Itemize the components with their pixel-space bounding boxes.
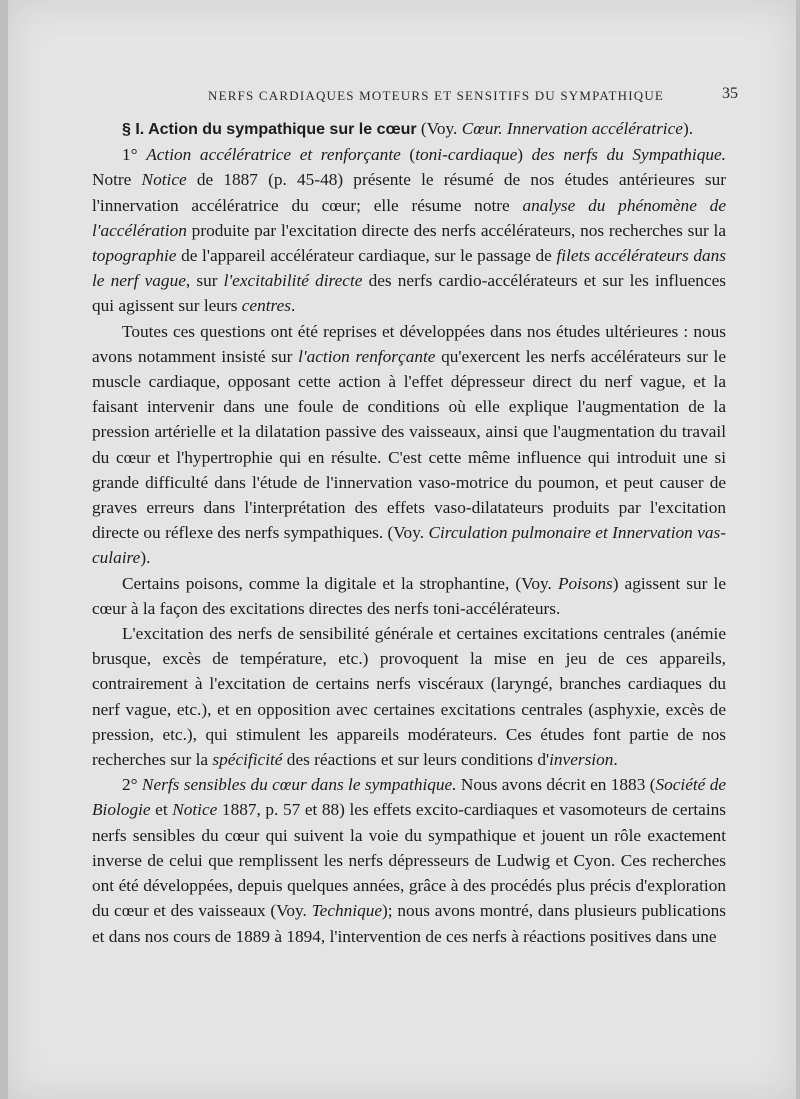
italic-run: des nerfs du Sympathique. <box>531 145 727 165</box>
italic-run: Notice <box>141 170 187 190</box>
page-body <box>92 116 726 949</box>
text-run: ) <box>517 145 532 165</box>
italic-run: Technique <box>311 901 383 921</box>
text-run: Certains poisons, comme la digitale et la strophantine, (Voy. <box>122 573 558 593</box>
italic-run: Poisons <box>557 573 613 593</box>
text-run: Nous avons décrit en 1883 ( <box>456 775 656 795</box>
italic-run: spécificité <box>212 750 283 770</box>
italic-run: l'excitabilité directe <box>223 271 363 291</box>
text-run: 1887, p. 57 et 88) les effets excito-cardiaques et vasomoteurs de certains nerfs sensibles du cœur qui suivent la voie du sympathique et jouent un rôle exactement inverse de celui que remplissent les nerfs dépresseurs de Ludwig et Cyon. Ces recherches ont été développées, depuis quelques années, grâce à des procédés plus précis d'exploration du cœur et des vaisseaux (Voy. <box>92 800 726 921</box>
paragraph-poisons <box>92 571 726 621</box>
text-run: et <box>150 800 173 820</box>
italic-run: topographie <box>92 246 177 266</box>
text-run: (Voy. <box>416 119 462 138</box>
book-page <box>8 0 796 1099</box>
italic-run: analyse du phénomène de l'accélération <box>92 195 726 240</box>
text-run: qu'exercent les nerfs accélérateurs sur le muscle cardiaque, opposant cette action à l'effet dépresseur direct du nerf vague, et la faisant intervenir dans une foule de conditions où elle explique l'augmentation de la pression artérielle et la dilatation passive des vaisseaux, ainsi que l'augmentation du travail du cœur et l'hypertrophie qui en résulte. C'est cette même influence qui introduit une si grande difficulté dans l'étude de l'innervation vaso-motrice du poumon, et peut causer de graves erreurs dans l'interprétation des effets vaso-dilatateurs produits par l'excitation directe ou réflexe des nerfs sympathiques. (Voy. <box>92 346 726 543</box>
text-run: ) agissent sur le cœur à la façon des excitations directes des nerfs toni-accélérateurs. <box>92 573 727 618</box>
italic-run: Société de Biologie <box>92 775 727 820</box>
italic-run: l'action renforçante <box>298 346 436 366</box>
italic-run: Circulation pulmonaire et Innervation vasculaire <box>92 523 726 568</box>
text-run: de 1887 (p. 45-48) présente le résumé de nos études antérieures sur l'innervation accélératrice du cœur; elle résume notre <box>92 170 726 215</box>
text-run: produite par l'excitation directe des nerfs accélérateurs, nos recherches sur la <box>186 220 726 240</box>
text-run: ). <box>682 119 694 138</box>
paragraph-accelerating-action <box>92 142 726 318</box>
italic-run: toni-cardiaque <box>415 145 518 165</box>
text-run: des nerfs cardio-accélérateurs et sur les influences qui agissent sur leurs <box>92 271 726 316</box>
text-run: 1° <box>122 145 147 165</box>
page-number: 35 <box>722 85 738 102</box>
text-run: . <box>613 750 618 770</box>
text-run: Notre <box>92 170 142 190</box>
section-heading: § I. Action du sympathique sur le cœur <box>122 121 417 138</box>
text-run: ); nous avons montré, dans plusieurs publications et dans nos cours de 1889 à 1894, l'intervention de ces nerfs à réactions positives dans une <box>92 901 726 946</box>
text-run: 2° <box>122 775 142 795</box>
running-head: NERFS CARDIAQUES MOTEURS ET SENSITIFS DU SYMPATHIQUE <box>208 88 665 103</box>
text-run: L'excitation des nerfs de sensibilité générale et certaines excitations centrales (anémie brusque, excès de température, etc.) provoquent la mise en jeu de ces appareils, contrairement à l'excitation de certains nerfs viscéraux (laryngé, branches cardiaques du nerf vague, etc.), et en opposition avec certaines excitations centrales (asphyxie, excès de pression, etc.), qui stimulent les appareils modérateurs. Ces études font partie de nos recherches sur la <box>92 624 726 770</box>
italic-run: filets accélérateurs dans le nerf vague <box>92 246 726 291</box>
italic-run: Nerfs sensibles du cœur dans le sympathique. <box>141 775 457 795</box>
text-run: Toutes ces questions ont été reprises et développées dans nos études ultérieures : nous avons notamment insisté sur <box>92 321 726 366</box>
text-run: de l'appareil accélérateur cardiaque, sur le passage de <box>176 246 557 266</box>
paragraph-sensitive-nerves <box>92 772 726 948</box>
text-run: ( <box>400 145 416 165</box>
text-run: . <box>291 296 296 316</box>
italic-run: Notice <box>172 800 218 820</box>
paragraph-later-studies <box>92 319 726 571</box>
italic-run: centres <box>241 296 292 316</box>
italic-run: Action accélératrice et renforçante <box>146 145 401 165</box>
italic-run: inversion <box>549 750 614 770</box>
paragraph-excitation <box>92 621 726 772</box>
italic-run: Cœur. Innervation accélératrice <box>461 119 683 138</box>
text-run: , sur <box>185 271 224 291</box>
text-run: des réactions et sur leurs conditions d' <box>282 750 550 770</box>
section-heading-paragraph <box>92 116 726 142</box>
text-run: ). <box>140 548 151 568</box>
